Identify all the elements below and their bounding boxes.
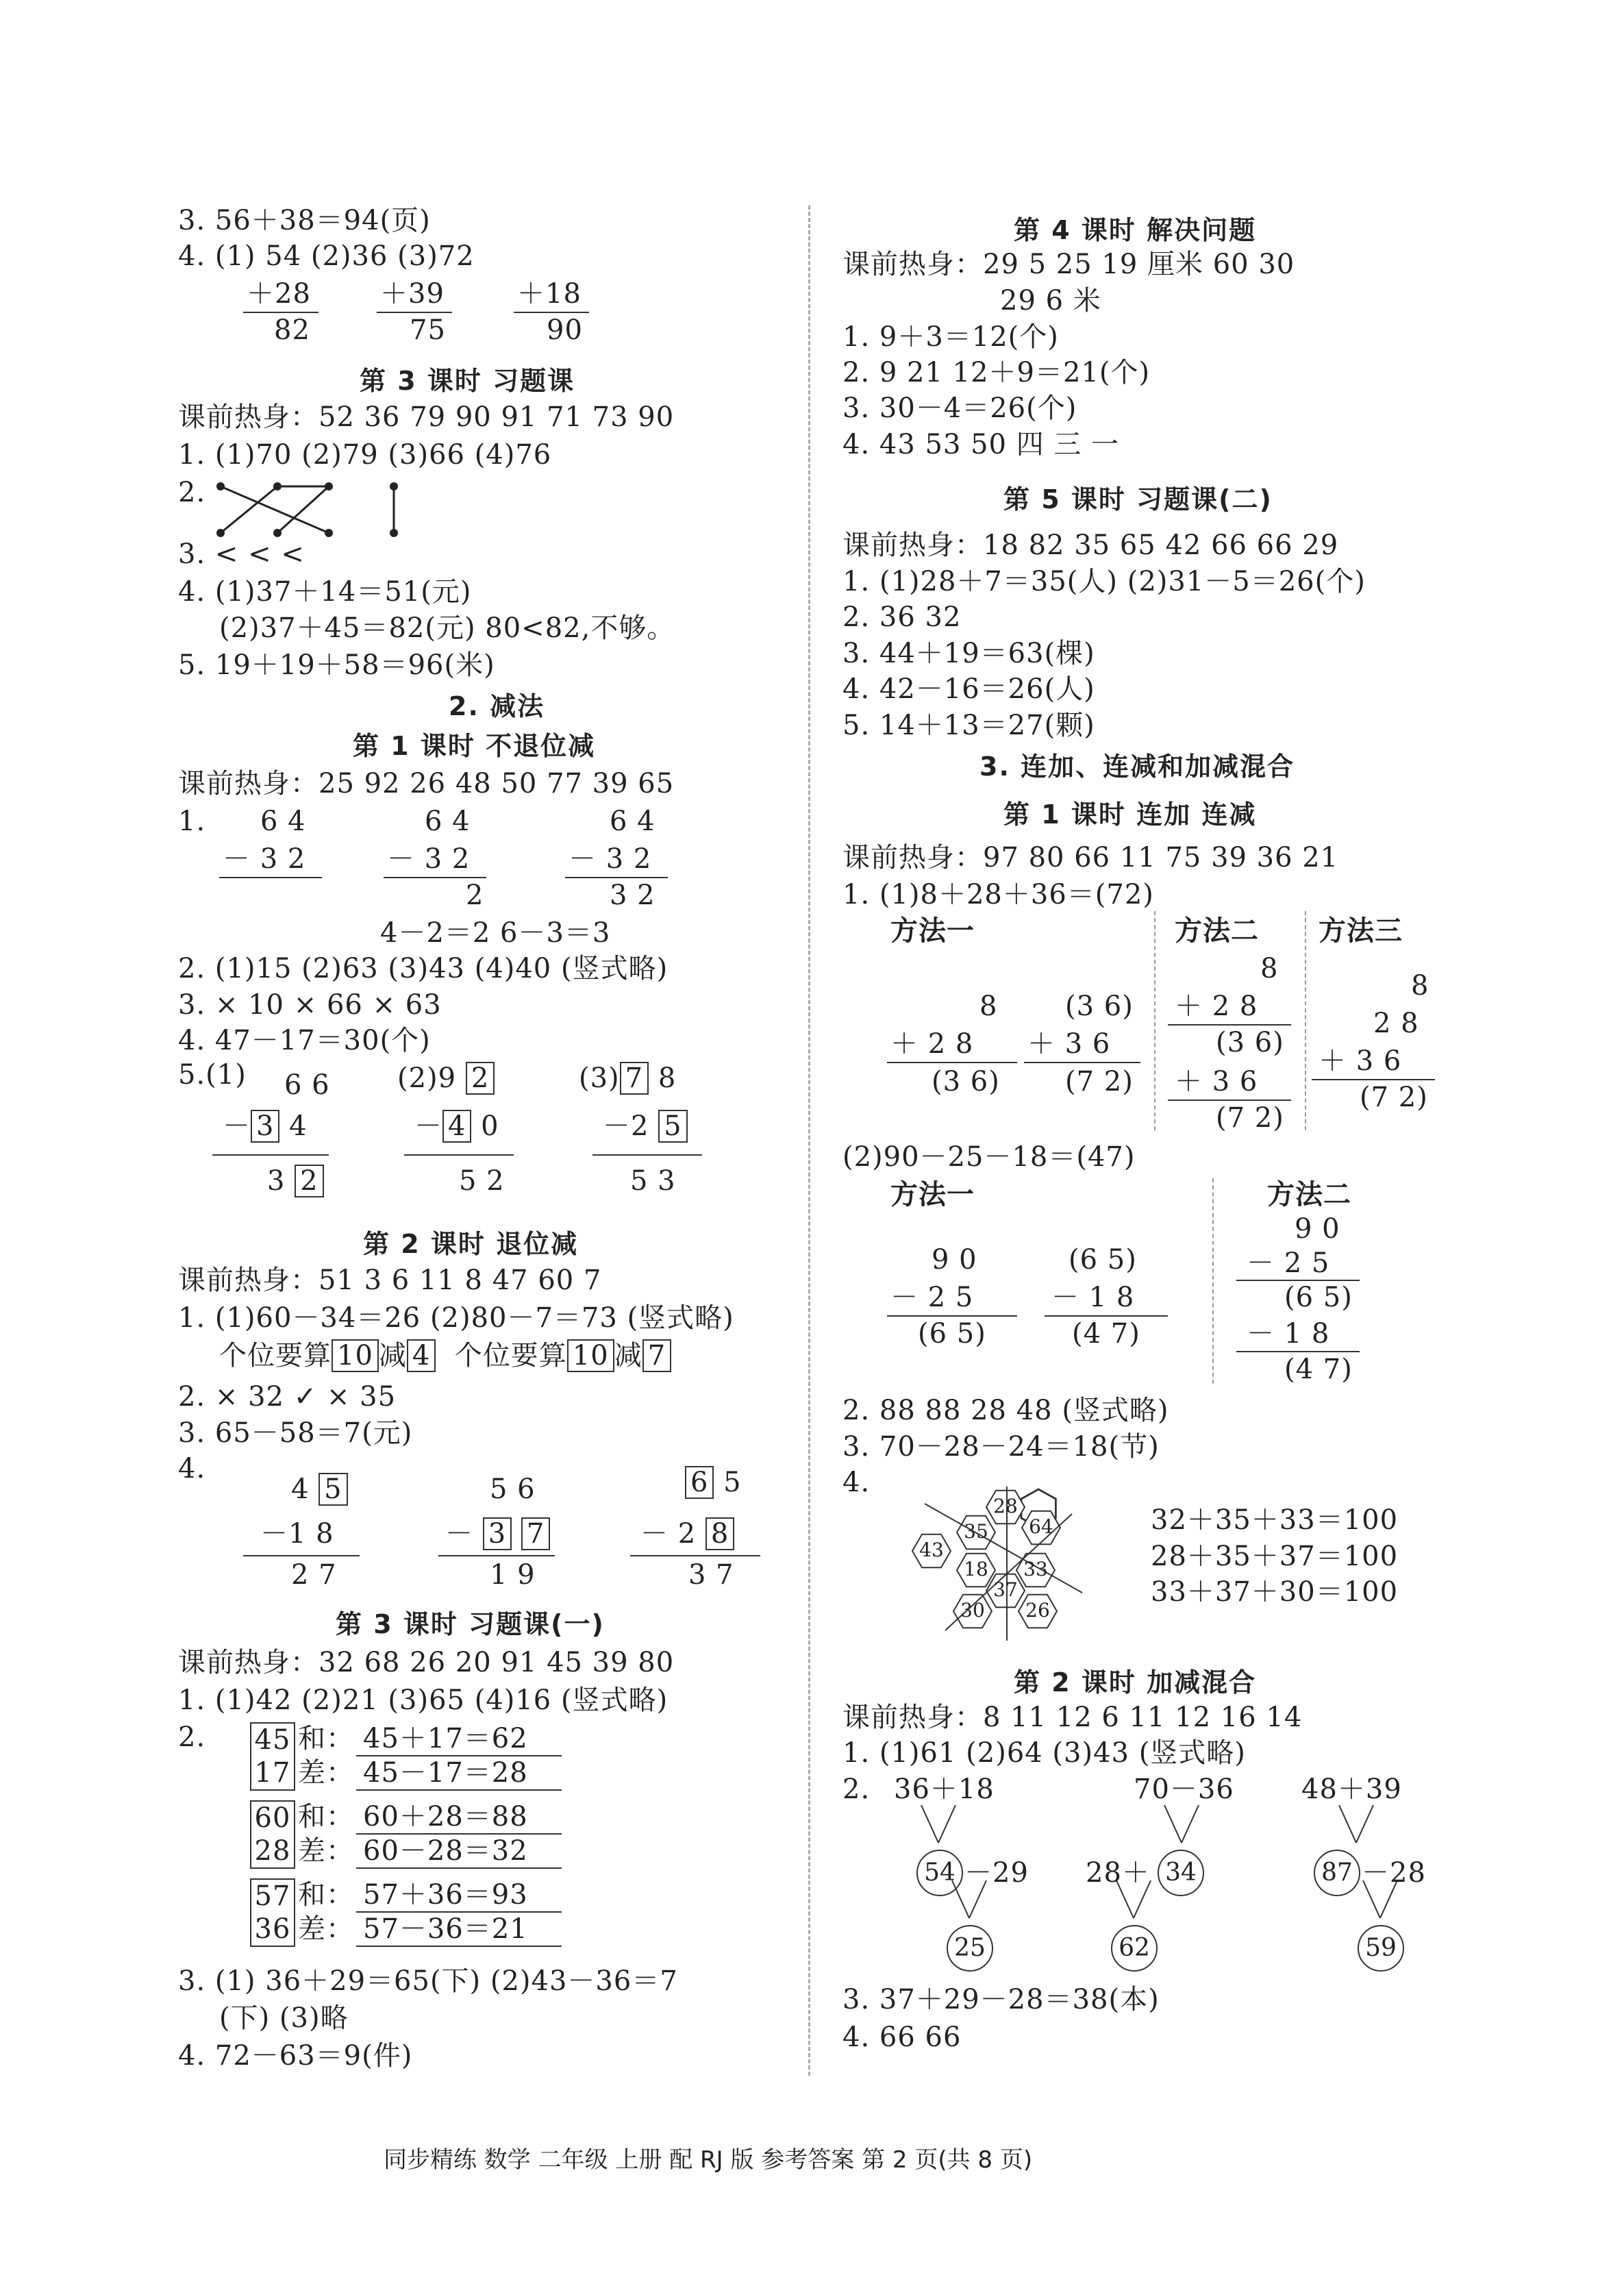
answer-line: 33＋37＋30＝100: [1151, 1576, 1399, 1608]
answer-line: 1. (1)28＋7＝35(人) (2)31－5＝26(个): [842, 566, 1366, 597]
answer-line: 1. (1)8＋28＋36＝(72): [842, 879, 1154, 910]
calc-line: [592, 1154, 702, 1156]
vertical-calc: (6 5): [1069, 1244, 1137, 1276]
vertical-calc: － 3 4: [223, 1110, 308, 1142]
vertical-calc: 9 0: [1295, 1213, 1340, 1245]
answer-line: 1.: [178, 806, 206, 837]
chapter-heading: 3. 连加、连减和加减混合: [979, 751, 1295, 782]
calc-result: 2 7: [291, 1559, 337, 1591]
calc-line: [1045, 1315, 1168, 1317]
warmup-line: 课前热身：8 11 12 6 11 12 16 14: [842, 1702, 1303, 1733]
calc-result: (3 6): [932, 1066, 1000, 1097]
diff-expression: 60－28＝32: [356, 1835, 562, 1869]
vertical-calc: 8: [1411, 970, 1429, 1002]
vertical-calc: － 1 8: [1051, 1282, 1135, 1313]
vertical-calc: ＋ 3 6: [1319, 1045, 1402, 1077]
section-heading: 第 3 课时 习题课: [360, 366, 575, 396]
section-heading: 第 4 课时 解决问题: [1014, 215, 1257, 245]
method-divider: [1154, 911, 1155, 1130]
calc-line: [1312, 1079, 1435, 1080]
answer-line: 1. (1)61 (2)64 (3)43 (竖式略): [842, 1737, 1246, 1769]
section-heading: 第 3 课时 习题课(一): [336, 1609, 605, 1639]
warmup-line: 课前热身：29 5 25 19 厘米 60 30: [842, 249, 1295, 280]
calc-line: [565, 877, 668, 878]
vertical-calc: － 2 5: [890, 1282, 974, 1313]
answer-line: 28＋35＋37＝100: [1151, 1541, 1399, 1572]
number-box: 57 36: [250, 1878, 295, 1947]
diff-label: 差：: [298, 1835, 354, 1867]
warmup-line: 课前热身：25 92 26 48 50 77 39 65: [178, 768, 675, 799]
calc-line: [1236, 1351, 1360, 1352]
vertical-calc: － 1 8: [1247, 1318, 1330, 1350]
vertical-calc: ＋18: [517, 278, 582, 310]
vertical-calc: 9 0: [932, 1244, 977, 1276]
answer-circle: 54: [916, 1850, 963, 1896]
calc-result: 5 2: [459, 1165, 505, 1197]
answer-line: 5.(1): [178, 1059, 247, 1091]
answer-line: 4. 42－16＝26(人): [842, 673, 1095, 705]
calc-line: [212, 1154, 329, 1156]
section-heading: 第 1 课时 不退位减: [353, 731, 596, 761]
answer-line: 4. (1) 54 (2)36 (3)72: [178, 240, 475, 272]
answer-line: 3. 37＋29－28＝38(本): [842, 1984, 1160, 2015]
table-row: [250, 1877, 579, 1955]
answer-line: 3. 30－4＝26(个): [842, 393, 1077, 424]
calc-result: (3 6): [1216, 1027, 1284, 1058]
answer-line: 2.: [178, 477, 206, 508]
vertical-calc: ＋28: [247, 278, 311, 310]
hexagon-puzzle-figure: [904, 1480, 1110, 1644]
hex-number: 30: [960, 1599, 985, 1622]
vertical-calc: － 2 5: [1247, 1247, 1330, 1279]
calc-line: [1168, 1099, 1291, 1101]
warmup-line: 课前热身：97 80 66 11 75 39 36 21: [842, 842, 1339, 873]
answer-line: 1. (1)42 (2)21 (3)65 (4)16 (竖式略): [178, 1685, 669, 1716]
calc-result: (7 2): [1216, 1102, 1284, 1134]
vertical-calc: 4 5: [291, 1473, 348, 1506]
vertical-calc: － 3 2: [223, 843, 306, 875]
calc-line: [243, 1555, 360, 1556]
calc-result: 5 3: [630, 1165, 676, 1197]
answer-line: 2. × 32 ✓ × 35: [178, 1381, 397, 1413]
table-row: [250, 1721, 579, 1799]
vertical-calc: (3) 7 8: [579, 1063, 677, 1094]
hex-number: 64: [1029, 1515, 1053, 1538]
table-row: [250, 1799, 579, 1877]
expression: 36＋18: [894, 1774, 995, 1805]
sum-label: 和：: [298, 1723, 354, 1754]
answer-line: 3. 56＋38＝94(页): [178, 205, 431, 236]
answer-line: 2.: [178, 1722, 206, 1753]
calc-result: 2: [466, 880, 484, 911]
calc-line: [630, 1555, 760, 1556]
calc-line: [887, 1062, 1017, 1063]
expression: 48＋39: [1301, 1774, 1402, 1805]
expression: －28: [1362, 1857, 1426, 1889]
diff-label: 差：: [298, 1757, 354, 1789]
calc-line: [514, 312, 589, 313]
vertical-calc: －2 5: [603, 1110, 688, 1143]
diff-expression: 57－36＝21: [356, 1913, 562, 1947]
warmup-line: 课前热身：52 36 79 90 91 71 73 90: [178, 401, 675, 433]
expression: 28＋: [1086, 1857, 1150, 1889]
vertical-calc: 6 4: [260, 806, 306, 837]
expression: －29: [964, 1857, 1029, 1889]
calc-result: 75: [410, 314, 446, 346]
method-divider: [1212, 1178, 1214, 1384]
answer-line: 2. 36 32: [842, 601, 962, 633]
answer-line: 3. < < <: [178, 538, 305, 570]
sum-label: 和：: [298, 1879, 354, 1911]
calc-line: [243, 312, 318, 313]
answer-line: (2)90－25－18＝(47): [842, 1141, 1136, 1173]
calc-line: [1168, 1024, 1291, 1026]
number-box: 60 28: [250, 1800, 295, 1869]
vertical-calc: － 3 2: [569, 843, 652, 875]
answer-line: 4. 47－17＝30(个): [178, 1025, 431, 1056]
answer-line: 3. 70－28－24＝18(节): [842, 1431, 1160, 1463]
answer-line: 1. (1)70 (2)79 (3)66 (4)76: [178, 439, 552, 471]
calc-result: 90: [547, 314, 583, 346]
vertical-calc: ＋ 2 8: [890, 1028, 974, 1060]
calc-line: [438, 1555, 555, 1556]
answer-line: 1. 9＋3＝12(个): [842, 321, 1059, 353]
answer-line: 2.: [842, 1774, 871, 1805]
answer-line: 5. 14＋13＝27(颗): [842, 710, 1095, 741]
method-label: 方法三: [1319, 915, 1403, 947]
calc-result: 1 9: [490, 1559, 536, 1591]
vertical-calc: ＋ 3 6: [1027, 1028, 1111, 1060]
method-label: 方法一: [890, 1178, 975, 1210]
answer-circle: 59: [1358, 1925, 1404, 1972]
answer-line: 4－2＝2 6－3＝3: [380, 917, 611, 949]
vertical-calc: － 3 2: [387, 843, 471, 875]
method-label: 方法二: [1267, 1178, 1351, 1210]
answer-line: 4. 72－63＝9(件): [178, 2040, 413, 2072]
vertical-calc: (2)9 2: [397, 1062, 495, 1095]
section-heading: 第 1 课时 连加 连减: [1003, 799, 1257, 830]
section-heading: 第 2 课时 退位减: [363, 1229, 579, 1259]
vertical-calc: 8: [979, 991, 998, 1022]
calc-result: (6 5): [918, 1318, 986, 1350]
diff-label: 差：: [298, 1913, 354, 1945]
calc-result: 82: [274, 314, 310, 346]
answer-line: (下) (3)略: [219, 2002, 349, 2034]
answer-line: 32＋35＋33＝100: [1151, 1504, 1399, 1536]
vertical-calc: － 2 8: [640, 1517, 734, 1550]
answer-line: 3. × 10 × 66 × 63: [178, 989, 442, 1021]
calc-result: (6 5): [1284, 1282, 1353, 1313]
hex-number: 33: [1023, 1558, 1048, 1580]
answer-line: 5. 19＋19＋58＝96(米): [178, 649, 495, 681]
calc-line: [384, 877, 486, 878]
sum-expression: 57＋36＝93: [356, 1878, 562, 1913]
calc-line: [887, 1315, 1017, 1317]
method-label: 方法一: [890, 915, 975, 947]
answer-line: 3. (1) 36＋29＝65(下) (2)43－36＝7: [178, 1965, 678, 1997]
vertical-calc: －1 8: [260, 1518, 334, 1550]
sum-expression: 45＋17＝62: [356, 1722, 562, 1756]
sum-diff-table: [250, 1721, 579, 1955]
chapter-heading: 2. 减法: [449, 691, 545, 721]
calc-result: (7 2): [1065, 1066, 1134, 1097]
hex-number: 18: [964, 1558, 988, 1580]
vertical-calc: 6 5: [685, 1466, 742, 1499]
expression: 70－36: [1134, 1774, 1234, 1805]
hex-number: 37: [993, 1578, 1018, 1601]
warmup-line: 课前热身：32 68 26 20 91 45 39 80: [178, 1647, 675, 1678]
method-label: 方法二: [1175, 915, 1259, 947]
answer-line: 个位要算 10 减 4 个位要算 10 减 7: [219, 1339, 671, 1372]
column-divider: [808, 206, 810, 2076]
vertical-calc: 6 6: [284, 1069, 330, 1101]
hex-number: 35: [964, 1520, 988, 1543]
vertical-calc: 2 8: [1373, 1008, 1419, 1039]
diff-expression: 45－17＝28: [356, 1756, 562, 1791]
matching-lines-figure: [212, 480, 418, 541]
vertical-calc: 5 6: [490, 1474, 536, 1505]
calc-result: 3 2: [610, 880, 655, 911]
calc-result: 3 2: [267, 1165, 324, 1197]
answer-circle: 62: [1111, 1925, 1158, 1972]
answer-line: 4. (1)37＋14＝51(元): [178, 576, 472, 608]
calc-line: [1024, 1062, 1140, 1063]
warmup-line: 29 6 米: [1000, 285, 1101, 316]
vertical-calc: (3 6): [1065, 991, 1134, 1022]
vertical-calc: － 3 7: [445, 1517, 550, 1550]
answer-circle: 25: [947, 1925, 993, 1972]
answer-line: 1. (1)60－34＝26 (2)80－7＝73 (竖式略): [178, 1302, 734, 1334]
calc-result: (7 2): [1360, 1082, 1428, 1113]
answer-line: 4.: [842, 1467, 871, 1498]
method-divider: [1305, 911, 1306, 1130]
calc-line: [219, 877, 322, 878]
answer-line: 2. (1)15 (2)63 (3)43 (4)40 (竖式略): [178, 953, 669, 984]
warmup-line: 课前热身：18 82 35 65 42 66 66 29: [842, 530, 1339, 561]
answer-line: 4.: [178, 1453, 206, 1484]
vertical-calc: 8: [1260, 953, 1279, 984]
answer-line: 3. 65－58＝7(元): [178, 1417, 413, 1449]
answer-line: 4. 43 53 50 四 三 一: [842, 429, 1120, 460]
vertical-calc: ＋ 2 8: [1175, 991, 1258, 1022]
calc-line: [404, 1154, 514, 1156]
answer-line: (2)37＋45＝82(元) 80<82,不够。: [219, 612, 675, 644]
vertical-calc: － 4 0: [414, 1110, 499, 1142]
vertical-calc: ＋39: [380, 278, 445, 310]
sum-expression: 60＋28＝88: [356, 1800, 562, 1835]
vertical-calc: ＋ 3 6: [1175, 1066, 1258, 1097]
section-heading: 第 5 课时 习题课(二): [1003, 484, 1273, 514]
answer-line: 3. 44＋19＝63(棵): [842, 638, 1095, 669]
number-box: 45 17: [250, 1722, 295, 1791]
calc-result: (4 7): [1072, 1318, 1140, 1350]
sum-label: 和：: [298, 1801, 354, 1832]
calc-line: [377, 312, 452, 313]
hex-number: 28: [993, 1495, 1018, 1517]
calc-result: 3 7: [688, 1559, 734, 1591]
section-heading: 第 2 课时 加减混合: [1014, 1667, 1257, 1698]
page-footer: 同步精练 数学 二年级 上册 配 RJ 版 参考答案 第 2 页(共 8 页): [384, 2146, 1033, 2174]
answer-circle: 87: [1314, 1850, 1360, 1896]
answer-line: 4. 66 66: [842, 2022, 962, 2053]
hex-number: 43: [919, 1539, 944, 1561]
hex-number: 26: [1025, 1599, 1050, 1622]
answer-line: 2. 88 88 28 48 (竖式略): [842, 1395, 1169, 1426]
answer-circle: 34: [1158, 1850, 1204, 1896]
warmup-line: 课前热身：51 3 6 11 8 47 60 7: [178, 1265, 602, 1296]
answer-line: 2. 9 21 12＋9＝21(个): [842, 357, 1151, 388]
vertical-calc: 6 4: [610, 806, 655, 837]
vertical-calc: 6 4: [425, 806, 471, 837]
calc-result: (4 7): [1284, 1354, 1353, 1385]
